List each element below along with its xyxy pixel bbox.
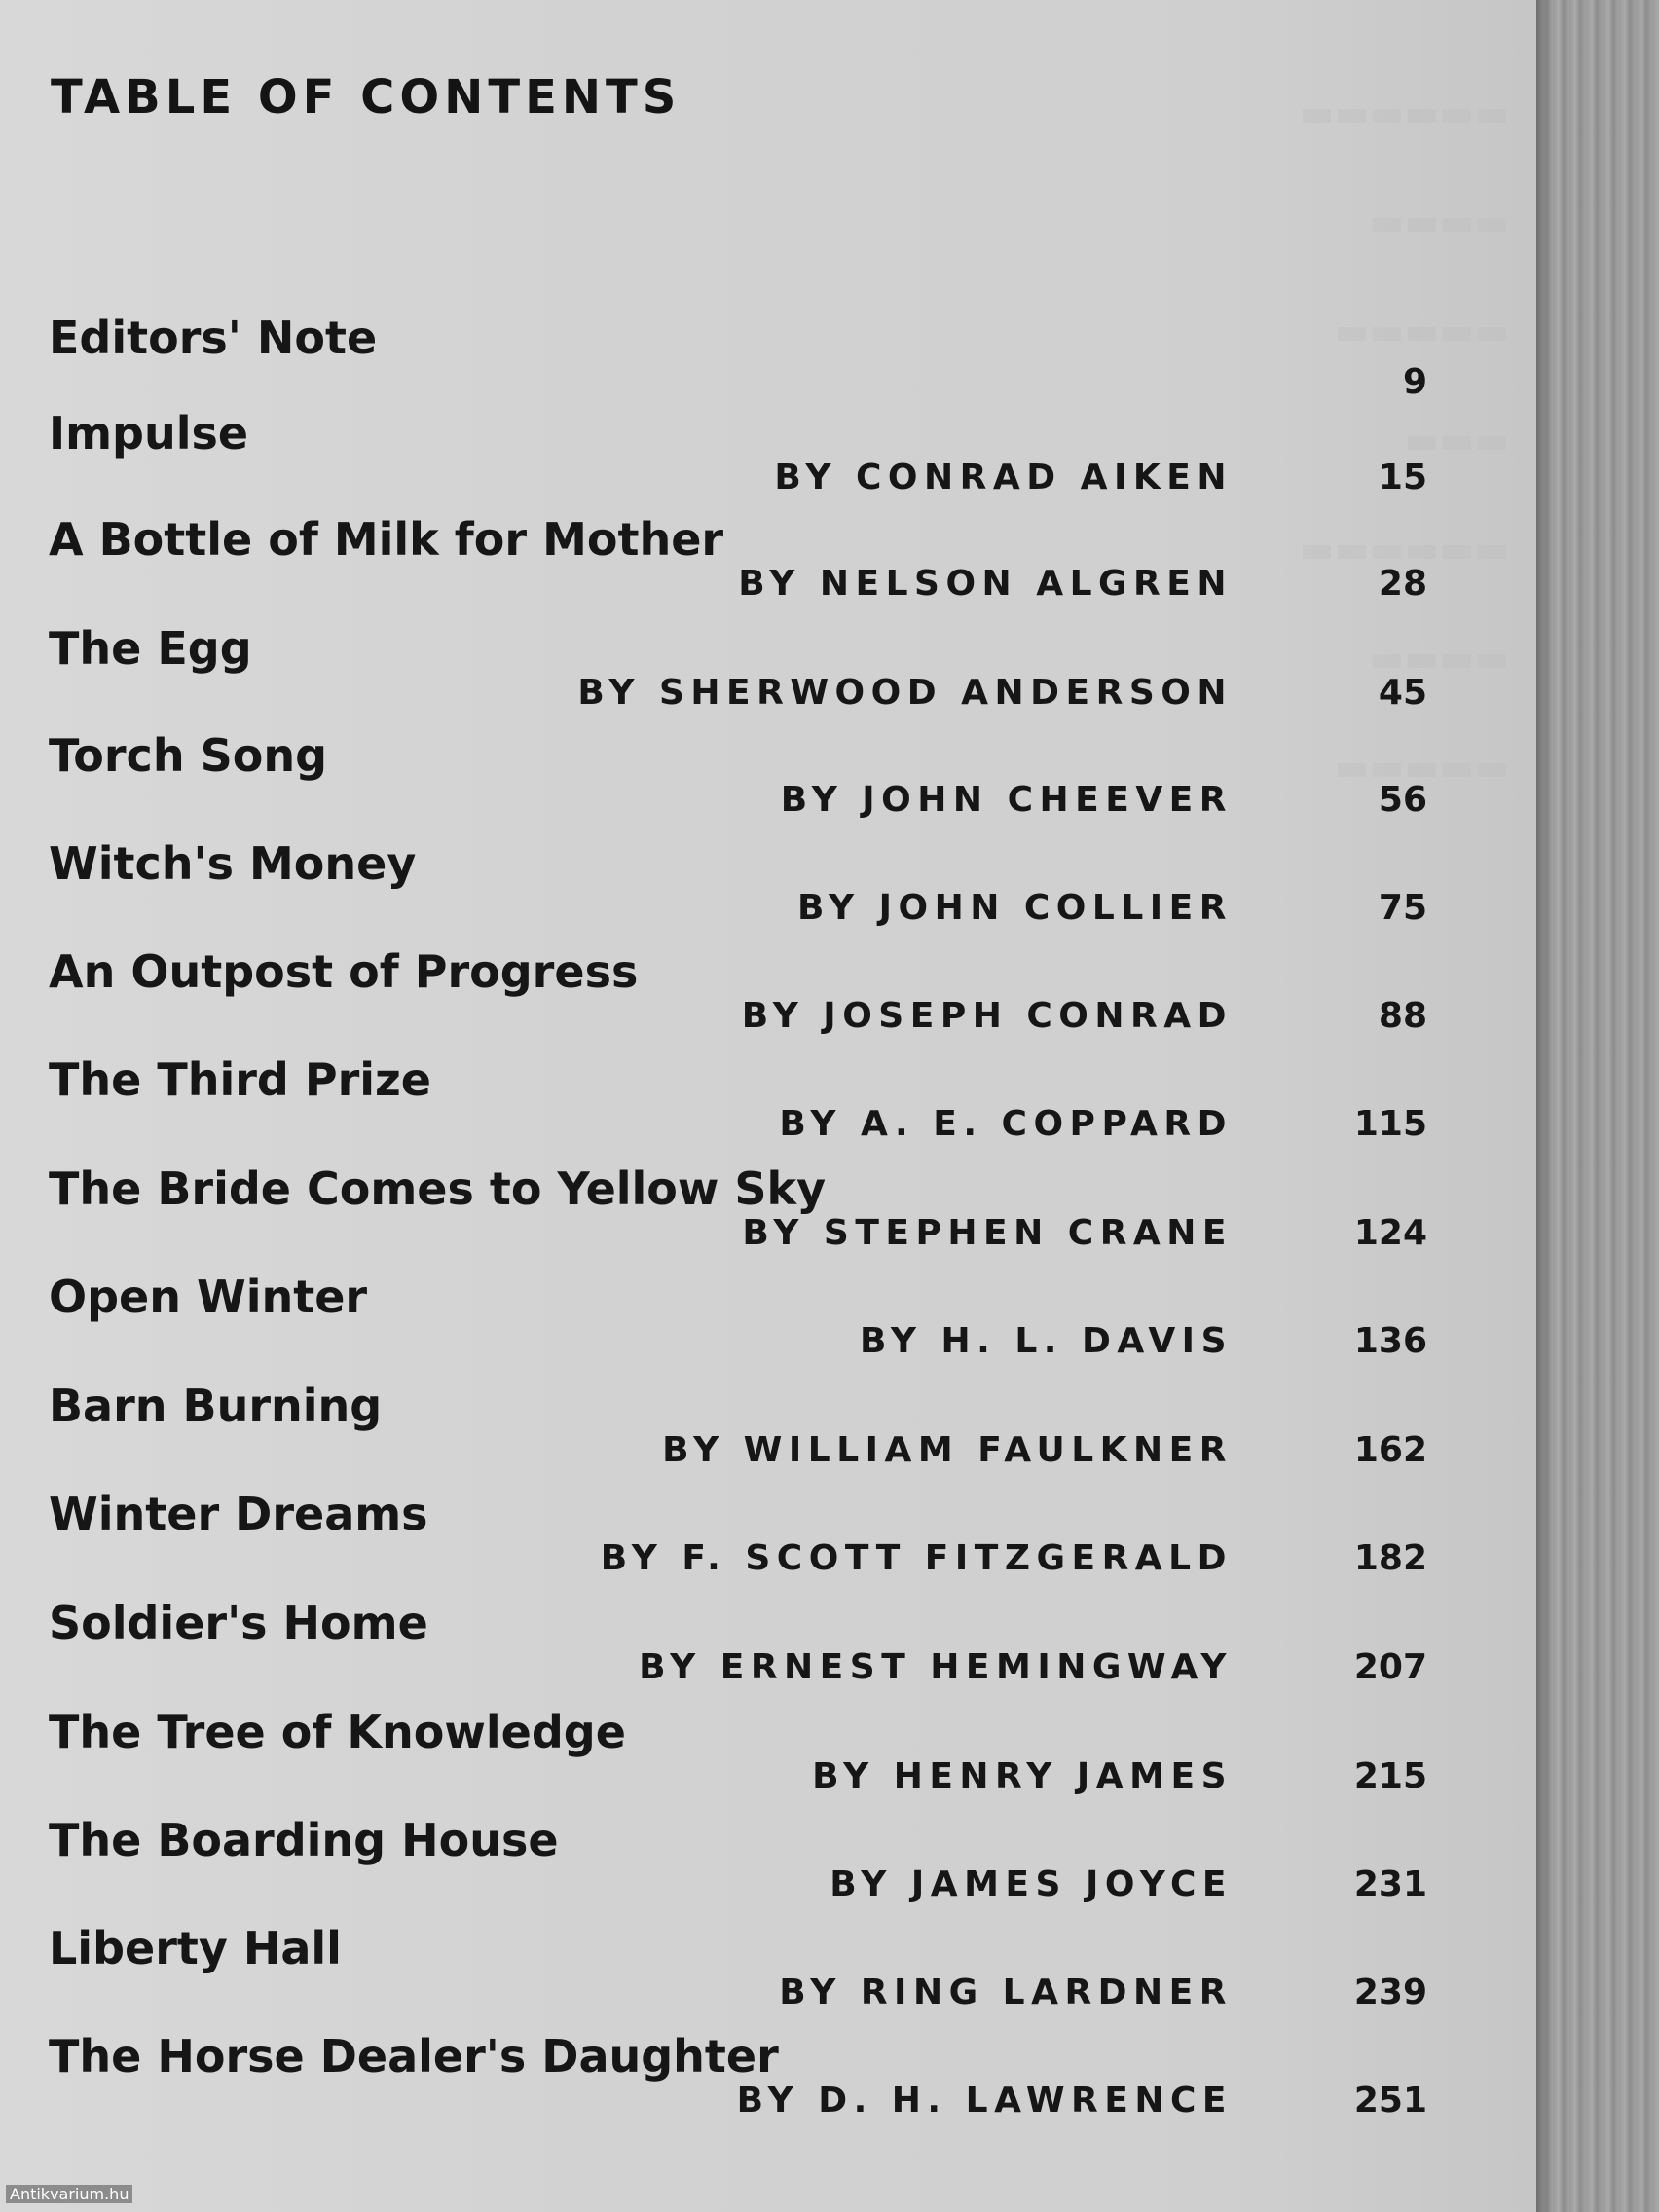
- page-number: 251: [1353, 2081, 1427, 2120]
- story-title: Barn Burning: [49, 1380, 383, 1432]
- story-title: The Tree of Knowledge: [49, 1706, 626, 1758]
- toc-entry: [0, 729, 1536, 838]
- toc-entry: [0, 1162, 1536, 1272]
- toc-entry: [0, 1271, 1536, 1380]
- story-author: BY NELSON ALGREN: [738, 564, 1233, 604]
- story-author: BY RING LARDNER: [779, 1972, 1233, 2012]
- page-number: 136: [1353, 1321, 1427, 1361]
- story-author: BY SHERWOOD ANDERSON: [577, 673, 1233, 713]
- page-number: 88: [1378, 996, 1427, 1036]
- toc-entry: [0, 1597, 1536, 1706]
- page-number: 207: [1353, 1647, 1427, 1687]
- story-author: BY A. E. COPPARD: [779, 1104, 1233, 1144]
- story-author: BY JOSEPH CONRAD: [741, 996, 1233, 1036]
- page-number: 124: [1353, 1213, 1427, 1253]
- toc-entry: [0, 407, 1536, 516]
- story-title: The Boarding House: [49, 1814, 559, 1866]
- story-title: The Horse Dealer's Daughter: [49, 2030, 779, 2083]
- toc-entry: [0, 2030, 1536, 2139]
- story-author: BY H. L. DAVIS: [859, 1321, 1233, 1361]
- page-stack-edge: [1536, 0, 1659, 2212]
- story-author: BY STEPHEN CRANE: [742, 1213, 1233, 1253]
- page-number: 215: [1353, 1756, 1427, 1796]
- page-title: TABLE OF CONTENTS: [51, 70, 682, 125]
- story-title: A Bottle of Milk for Mother: [49, 513, 724, 566]
- page-number: 182: [1353, 1538, 1427, 1578]
- toc-entry: [0, 312, 1536, 421]
- story-title: Editors' Note: [49, 312, 378, 364]
- page-number: 75: [1378, 888, 1427, 928]
- page-number: 162: [1353, 1430, 1427, 1470]
- page-edge-shadow: [1536, 0, 1552, 2212]
- story-title: The Third Prize: [49, 1053, 431, 1106]
- story-author: BY D. H. LAWRENCE: [736, 2081, 1233, 2120]
- toc-entry: [0, 1488, 1536, 1597]
- story-author: BY WILLIAM FAULKNER: [662, 1430, 1233, 1470]
- story-title: Winter Dreams: [49, 1488, 428, 1540]
- story-title: Liberty Hall: [49, 1922, 342, 1974]
- story-title: An Outpost of Progress: [49, 945, 639, 998]
- page-number: 115: [1353, 1104, 1427, 1144]
- bleed-through-text: ▬▬▬▬▬▬ ▬▬▬▬ ▬▬▬▬▬ ▬▬▬ ▬▬▬▬▬▬ ▬▬▬▬ ▬▬▬▬▬: [1299, 92, 1509, 789]
- toc-entry: [0, 513, 1536, 622]
- story-title: Soldier's Home: [49, 1597, 428, 1649]
- story-title: The Egg: [49, 622, 252, 675]
- page-number: 9: [1402, 362, 1427, 402]
- story-author: BY JOHN COLLIER: [797, 888, 1233, 928]
- page-number: 28: [1378, 564, 1427, 604]
- page-number: 56: [1378, 780, 1427, 820]
- page-number: 239: [1353, 1972, 1427, 2012]
- story-title: The Bride Comes to Yellow Sky: [49, 1162, 827, 1215]
- story-author: BY CONRAD AIKEN: [774, 458, 1233, 498]
- story-author: BY ERNEST HEMINGWAY: [639, 1647, 1233, 1687]
- watermark: Antikvarium.hu: [6, 2185, 132, 2203]
- toc-entry: [0, 837, 1536, 946]
- toc-entry: [0, 1706, 1536, 1815]
- toc-entry: [0, 1053, 1536, 1162]
- story-author: BY JOHN CHEEVER: [780, 780, 1233, 820]
- page-number: 45: [1378, 673, 1427, 713]
- story-title: Torch Song: [49, 729, 327, 782]
- story-title: Impulse: [49, 407, 249, 460]
- toc-entry: [0, 1814, 1536, 1923]
- story-title: Open Winter: [49, 1271, 368, 1323]
- toc-entry: [0, 945, 1536, 1054]
- toc-entry: [0, 622, 1536, 731]
- story-author: BY F. SCOTT FITZGERALD: [600, 1538, 1233, 1578]
- page-number: 231: [1353, 1864, 1427, 1904]
- story-author: BY JAMES JOYCE: [830, 1864, 1233, 1904]
- story-title: Witch's Money: [49, 837, 417, 890]
- story-author: BY HENRY JAMES: [812, 1756, 1233, 1796]
- page-number: 15: [1378, 458, 1427, 498]
- toc-entry: [0, 1380, 1536, 1489]
- toc-entry: [0, 1922, 1536, 2031]
